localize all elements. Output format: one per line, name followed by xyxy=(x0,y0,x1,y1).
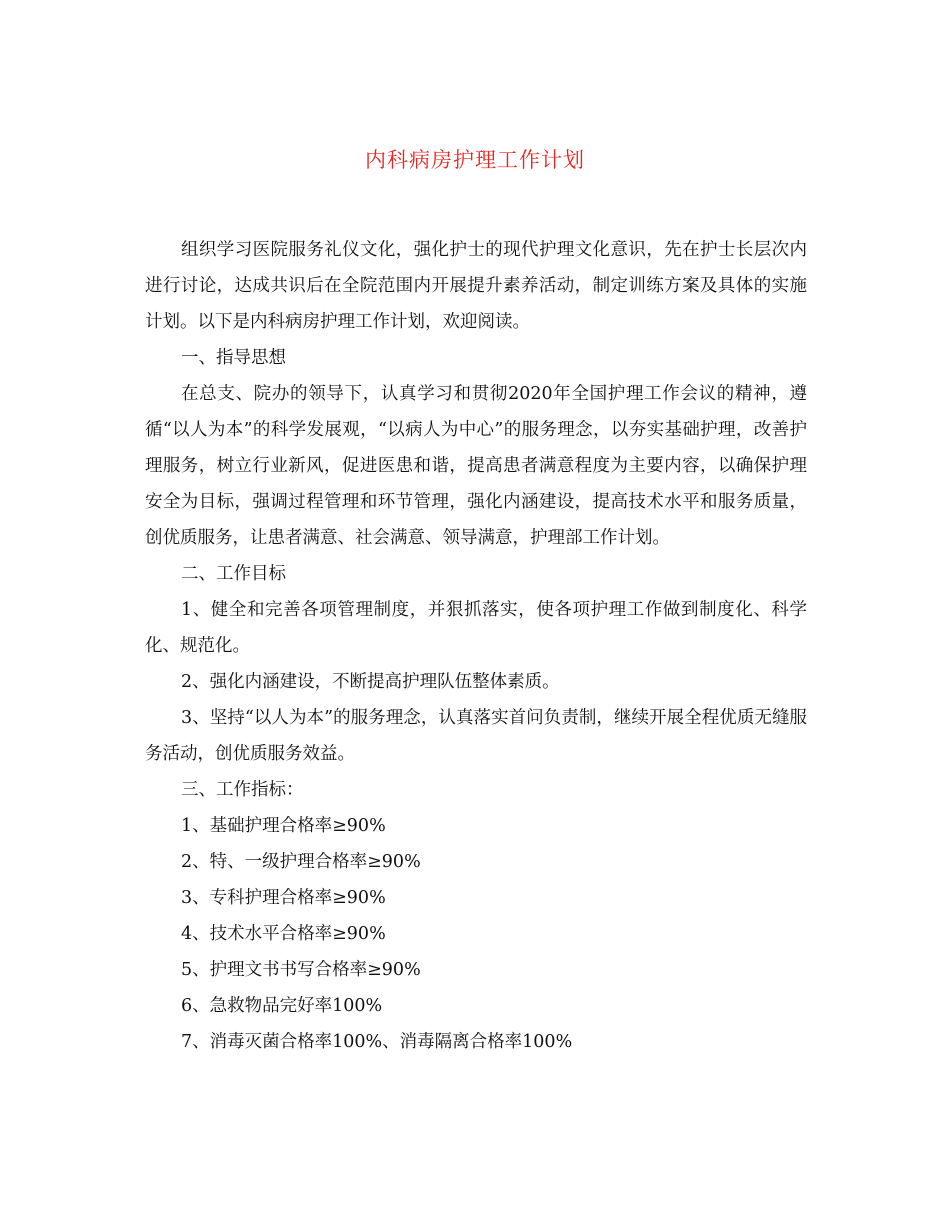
indicator-item: 5、护理文书书写合格率≥90% xyxy=(181,960,421,980)
section-heading-work-indicators: 三、工作指标： xyxy=(181,780,304,800)
indicator-item: 6、急救物品完好率100% xyxy=(181,996,383,1016)
guiding-ideology-paragraph: 在总支、院办的领导下，认真学习和贯彻2020年全国护理工作会议的精神，遵循“以人为本”的科学发展观，“以病人为中心”的服务理念，以夯实基础护理，改善护理服务，树立行业新风，促进医患和谐，提高患者满意程度为主要内容，以确保护理安全为目标，强调过程管理和环节管理，强化内涵建设，提高技术水平和服务质量，创优质服务，让患者满意、社会满意、领导满意，护理部工作计划。 xyxy=(145,384,807,548)
intro-paragraph: 组织学习医院服务礼仪文化，强化护士的现代护理文化意识，先在护士长层次内进行讨论，达成共识后在全院范围内开展提升素养活动，制定训练方案及具体的实施计划。以下是内科病房护理工作计划，欢迎阅读。 xyxy=(145,240,807,332)
document-title: 内科病房护理工作计划 xyxy=(365,148,585,172)
indicator-item: 7、消毒灭菌合格率100%、消毒隔离合格率100% xyxy=(181,1032,573,1052)
document-body xyxy=(145,232,807,1060)
work-goal-item: 2、强化内涵建设，不断提高护理队伍整体素质。 xyxy=(181,672,560,692)
indicator-item: 1、基础护理合格率≥90% xyxy=(181,816,386,836)
indicator-item: 3、专科护理合格率≥90% xyxy=(181,888,386,908)
indicator-item: 2、特、一级护理合格率≥90% xyxy=(181,852,421,872)
section-heading-guiding-ideology: 一、指导思想 xyxy=(181,348,286,368)
section-heading-work-goals: 二、工作目标 xyxy=(181,564,286,584)
work-goal-item: 1、健全和完善各项管理制度，并狠抓落实，使各项护理工作做到制度化、科学化、规范化。 xyxy=(145,600,807,656)
work-goal-item: 3、坚持“以人为本”的服务理念，认真落实首问负责制，继续开展全程优质无缝服务活动，创优质服务效益。 xyxy=(145,708,807,764)
indicator-item: 4、技术水平合格率≥90% xyxy=(181,924,386,944)
